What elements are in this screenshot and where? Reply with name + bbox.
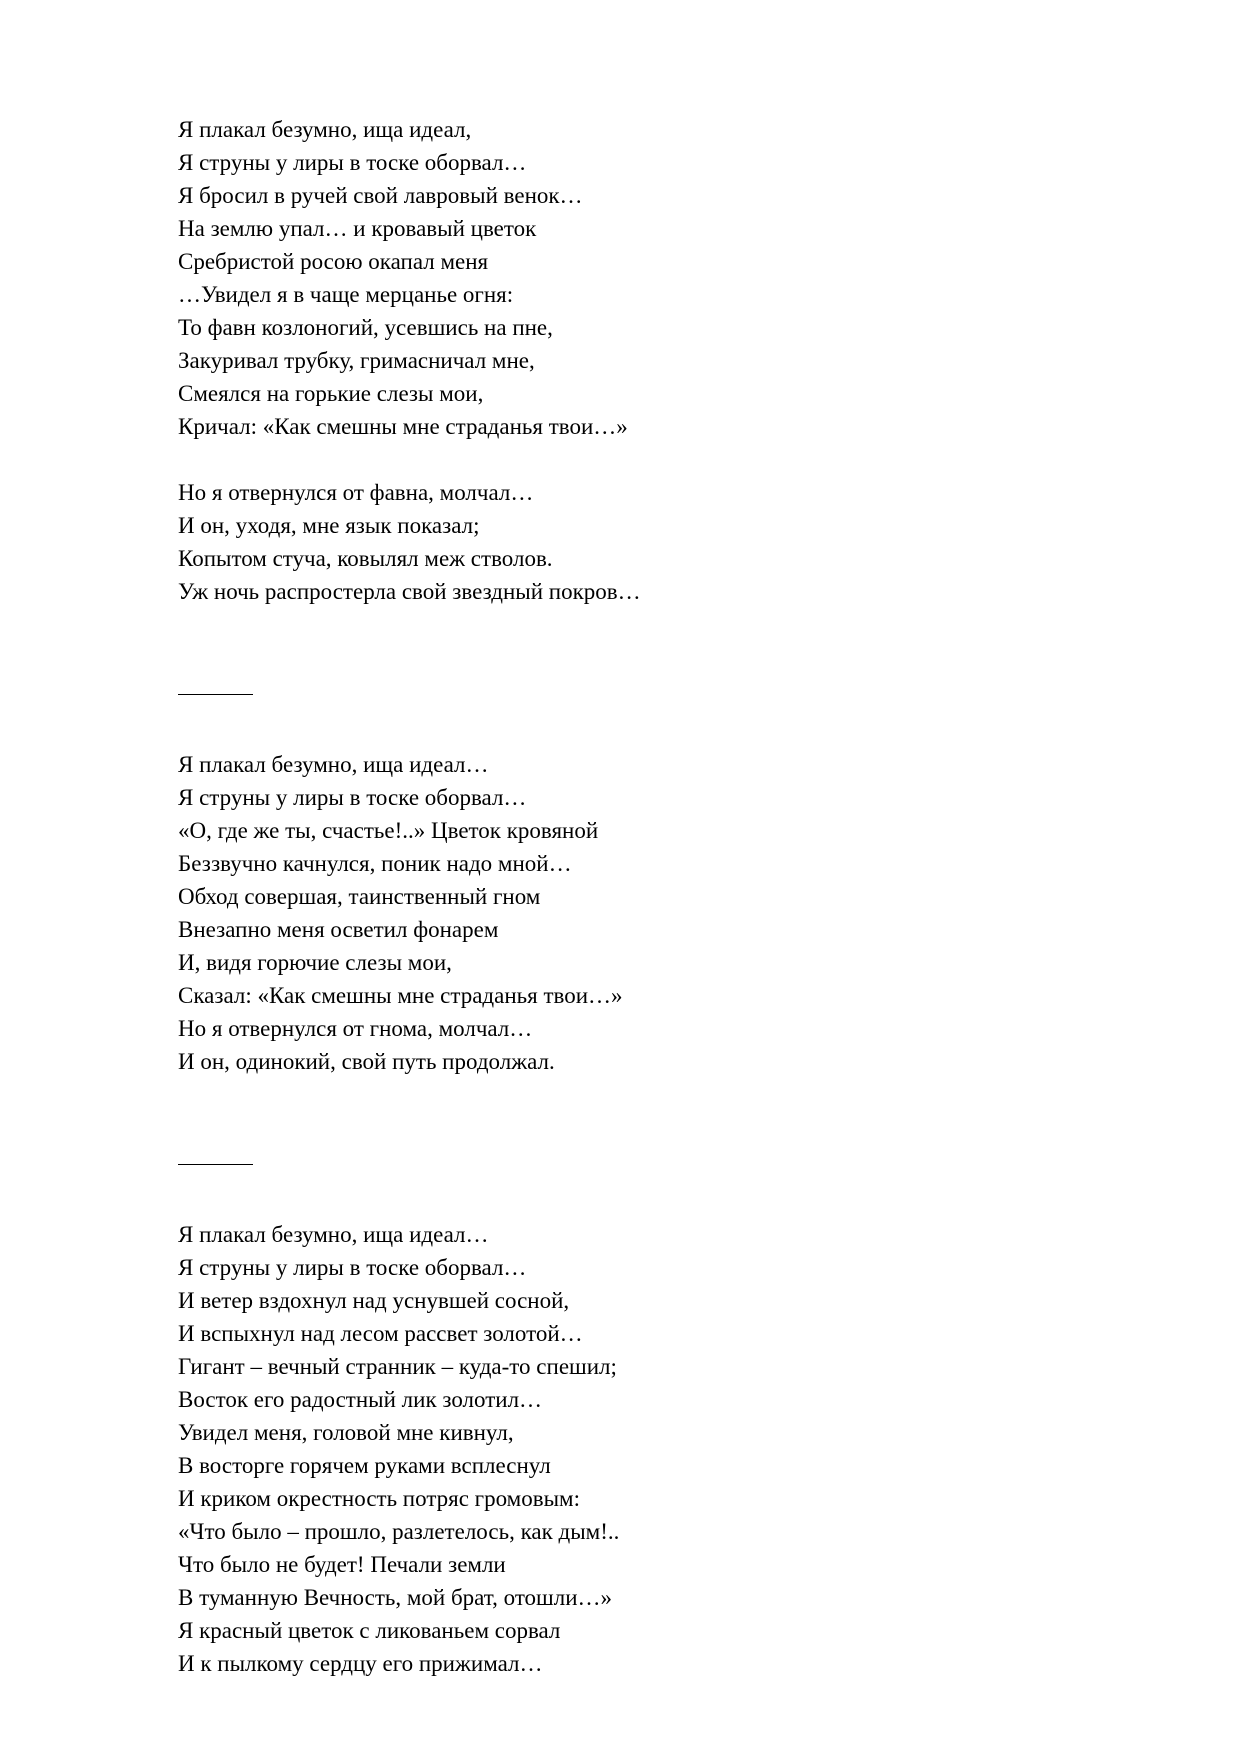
- stanza-3: [178, 748, 1078, 1078]
- section-gap: [178, 608, 1078, 694]
- poem-line: Я красный цветок с ликованьем сорвал: [178, 1618, 561, 1643]
- poem-line: И, видя горючие слезы мои,: [178, 950, 452, 975]
- poem-line: В туманную Вечность, мой брат, отошли…»: [178, 1585, 613, 1610]
- poem-line: И криком окрестность потряс громовым:: [178, 1486, 580, 1511]
- poem-line: Смеялся на горькие слезы мои,: [178, 381, 484, 406]
- poem-line: И вспыхнул над лесом рассвет золотой…: [178, 1321, 583, 1346]
- poem-line: Я струны у лиры в тоске оборвал…: [178, 150, 527, 175]
- poem-line: Я бросил в ручей свой лавровый венок…: [178, 183, 583, 208]
- section-gap: [178, 1078, 1078, 1164]
- poem-line: Я струны у лиры в тоске оборвал…: [178, 785, 527, 810]
- poem-line: «Что было – прошло, разлетелось, как дым!..: [178, 1519, 620, 1544]
- poem-line: Но я отвернулся от фавна, молчал…: [178, 480, 534, 505]
- poem-line: Что было не будет! Печали земли: [178, 1552, 506, 1577]
- poem-line: Беззвучно качнулся, поник надо мной…: [178, 851, 572, 876]
- poem-line: Внезапно меня осветил фонарем: [178, 917, 499, 942]
- section-gap: [178, 1165, 1078, 1218]
- poem-line: Увидел меня, головой мне кивнул,: [178, 1420, 514, 1445]
- poem-line: И к пылкому сердцу его прижимал…: [178, 1651, 543, 1676]
- poem-line: Я плакал безумно, ища идеал…: [178, 752, 489, 777]
- poem-line: Сребристой росою окапал меня: [178, 249, 489, 274]
- stanza-1: [178, 113, 1078, 443]
- poem-line: Сказал: «Как смешны мне страданья твои…»: [178, 983, 623, 1008]
- poem-line: Обход совершая, таинственный гном: [178, 884, 541, 909]
- poem-line: И он, уходя, мне язык показал;: [178, 513, 480, 538]
- section-gap: [178, 695, 1078, 748]
- poem-line: Гигант – вечный странник – куда-то спешил;: [178, 1354, 617, 1379]
- poem-line: Но я отвернулся от гнома, молчал…: [178, 1016, 533, 1041]
- poem-line: «О, где же ты, счастье!..» Цветок кровяной: [178, 818, 599, 843]
- poem-line: Закуривал трубку, гримасничал мне,: [178, 348, 535, 373]
- poem-line: То фавн козлоногий, усевшись на пне,: [178, 315, 553, 340]
- poem-line: Кричал: «Как смешны мне страданья твои…»: [178, 414, 628, 439]
- poem-line: Уж ночь распростерла свой звездный покров…: [178, 579, 641, 604]
- stanza-2: [178, 476, 1078, 608]
- poem-line: Восток его радостный лик золотил…: [178, 1387, 543, 1412]
- poem-line: Я плакал безумно, ища идеал…: [178, 1222, 489, 1247]
- poem-line: На землю упал… и кровавый цветок: [178, 216, 537, 241]
- poem-line: …Увидел я в чаще мерцанье огня:: [178, 282, 514, 307]
- poem-line: В восторге горячем руками всплеснул: [178, 1453, 551, 1478]
- poem-text: [178, 113, 1078, 1680]
- stanza-gap: [178, 443, 1078, 476]
- poem-line: И ветер вздохнул над уснувшей сосной,: [178, 1288, 570, 1313]
- poem-line: Копытом стуча, ковылял меж стволов.: [178, 546, 553, 571]
- poem-line: Я струны у лиры в тоске оборвал…: [178, 1255, 527, 1280]
- poem-line: И он, одинокий, свой путь продолжал.: [178, 1049, 555, 1074]
- stanza-4: [178, 1218, 1078, 1680]
- poem-line: Я плакал безумно, ища идеал,: [178, 117, 472, 142]
